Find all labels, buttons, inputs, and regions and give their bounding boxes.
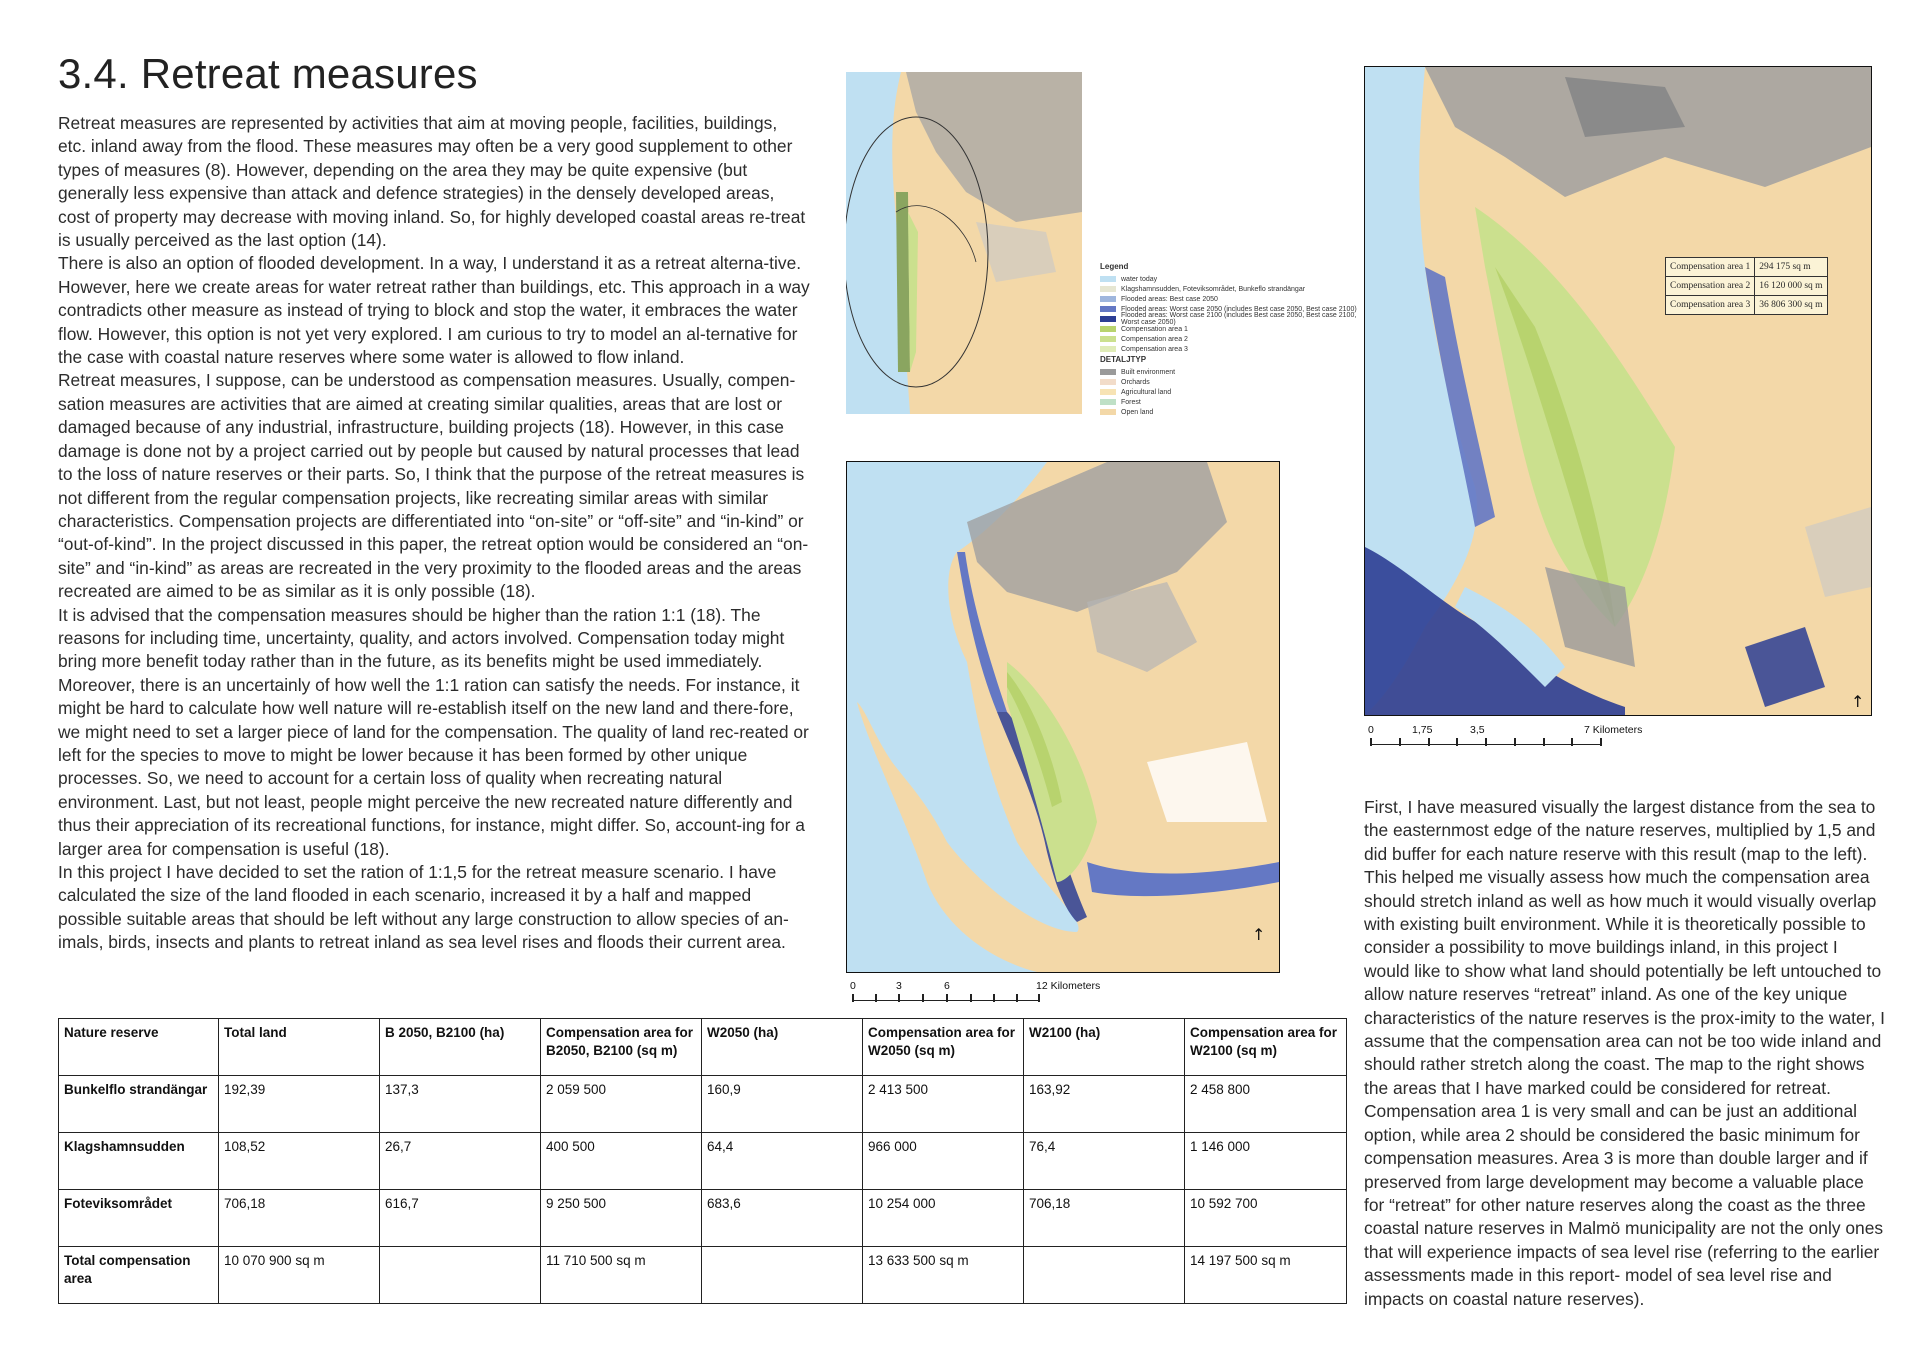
table-row: Compensation area 3 36 806 300 sq m bbox=[1666, 296, 1828, 315]
scale-label: 6 bbox=[944, 980, 950, 992]
table-cell: 10 254 000 bbox=[863, 1190, 1024, 1247]
svg-text:↑: ↑ bbox=[1851, 692, 1865, 711]
table-cell: 1 146 000 bbox=[1185, 1133, 1347, 1190]
legend-item: Flooded areas: Worst case 2100 (includes Best case 2050, Best case 2100, Worst case 2050) bbox=[1100, 314, 1360, 324]
map-legend bbox=[1100, 262, 1360, 417]
body-text-right: First, I have measured visually the largest distance from the sea to the easternmost edge of the nature reserves, multiplied by 1,5 and did buffer for each nature reserve with this result (map to the left). This helped me visually assess how much the compensation area should stretch inland as well as how much it would visually overlap with existing built environment. While it is theoretically possible to consider a possibility to move buildings inland, in this project I would like to show what land should potentially be left untouched to allow nature reserves “retreat” inland. As one of the key unique characteristics of the nature reserves is the prox-imity to the water, I assume that the compensation area can not be too wide inland and should rather stretch along the coast. The map to the right shows the areas that I have marked could be considered for retreat. Compensation area 1 is very small and can be just an additional option, while area 2 should be considered the basic minimum for compensation measures. Area 3 is more than double larger and if preserved from large development may become a valuable place for “retreat” for other nature reserves along the coast as the three coastal nature reserves in Malmö municipality are not the only ones that will experience impacts of sea level rise (referring to the earlier assessments made in this report- model of sea level rise and impacts on coastal nature reserves). bbox=[1364, 797, 1885, 1309]
table-row bbox=[59, 1247, 1347, 1304]
table-cell bbox=[702, 1247, 863, 1304]
table-cell: 108,52 bbox=[219, 1133, 380, 1190]
paragraph: There is also an option of flooded development. In a way, I understand it as a retreat alterna-tive. However, here we create areas for water retreat rather than buildings, etc. This approach in a way contradicts other measure as instead of trying to block and stop the water, it embraces the water flow. However, this option is not yet very explored. I am curious to try to model an al-ternative for the case with coastal nature reserves where some water is allowed to flow inland. bbox=[58, 253, 810, 368]
table-cell: 400 500 bbox=[541, 1133, 702, 1190]
table-row: Compensation area 2 16 120 000 sq m bbox=[1666, 277, 1828, 296]
column-header: Compensation area for B2050, B2100 (sq m) bbox=[541, 1019, 702, 1076]
table-cell: 13 633 500 sq m bbox=[863, 1247, 1024, 1304]
table-cell: Total compensation area bbox=[59, 1247, 219, 1304]
legend-item: Orchards bbox=[1100, 377, 1360, 387]
scale-label: 3,5 bbox=[1470, 724, 1485, 736]
paragraph: Retreat measures are represented by activities that aim at moving people, facilities, buildings, etc. inland away from the flood. These measures may often be a very good supplement to other types of measures (8). However, depending on the area they may be quite expensive (but generally less expensive than attack and defence strategies) in the densely developed areas, cost of property may decrease with moving inland. So, for highly developed coastal areas re-treat is usually perceived as the last option (14). bbox=[58, 113, 806, 251]
legend-item: Flooded areas: Best case 2050 bbox=[1100, 294, 1360, 304]
paragraph: In this project I have decided to set the ration of 1:1,5 for the retreat measure scenario. I have calculated the size of the land flooded in each scenario, increased it by a half and mapped possible suitable areas that should be left without any large construction to allow species of an-imals, birds, insects and plants to retreat inland as sea level rises and floods their current area. bbox=[58, 862, 789, 953]
column-header: Compensation area for W2100 (sq m) bbox=[1185, 1019, 1347, 1076]
legend-item: Agricultural land bbox=[1100, 387, 1360, 397]
scale-bar-middle bbox=[850, 980, 1110, 1006]
table-header-row bbox=[59, 1019, 1347, 1076]
table-cell: 2 413 500 bbox=[863, 1076, 1024, 1133]
table-row: Compensation area 1 294 175 sq m bbox=[1666, 258, 1828, 277]
table-cell: Foteviksområdet bbox=[59, 1190, 219, 1247]
table-cell: 64,4 bbox=[702, 1133, 863, 1190]
scale-label: 7 Kilometers bbox=[1584, 724, 1643, 736]
legend-item: Compensation area 2 bbox=[1100, 334, 1360, 344]
table-cell: 706,18 bbox=[1024, 1190, 1185, 1247]
compensation-areas-table bbox=[1665, 257, 1828, 315]
table-cell: 192,39 bbox=[219, 1076, 380, 1133]
column-header: W2050 (ha) bbox=[702, 1019, 863, 1076]
table-cell: 9 250 500 bbox=[541, 1190, 702, 1247]
legend-item: Built environment bbox=[1100, 367, 1360, 377]
table-cell: 2 458 800 bbox=[1185, 1076, 1347, 1133]
overview-map-image bbox=[846, 72, 1082, 414]
large-map-image bbox=[1365, 67, 1871, 715]
table-cell: 163,92 bbox=[1024, 1076, 1185, 1133]
scale-label: 12 Kilometers bbox=[1036, 980, 1101, 992]
scale-label: 1,75 bbox=[1412, 724, 1433, 736]
column-header: Nature reserve bbox=[59, 1019, 219, 1076]
paragraph: Retreat measures, I suppose, can be understood as compensation measures. Usually, compen-sation measures are activities that are aimed at creating similar qualities, areas that are lost or damaged because of any industrial, infrastructure, building projects (18). However, in this case damage is done not by a project carried out by people but caused by natural processes that lead to the loss of nature reserves or their parts. So, I think that the purpose of the retreat measures is not different from the regular compensation projects, like recreating similar areas with similar characteristics. Compensation projects are differentiated into “on-site” or “off-site” and “in-kind” or “out-of-kind”. In the project discussed in this paper, the retreat option would be considered an “on-site” and “in-kind” as areas are recreated in the very proximity to the flooded areas and the areas recreated are aimed to be as similar as it is only possible (18). bbox=[58, 370, 809, 602]
column-header: Total land bbox=[219, 1019, 380, 1076]
legend-title: Legend bbox=[1100, 262, 1129, 271]
legend-item: Forest bbox=[1100, 397, 1360, 407]
column-header: B 2050, B2100 (ha) bbox=[380, 1019, 541, 1076]
compensation-data-table bbox=[58, 1018, 1347, 1304]
page-title: 3.4. Retreat measures bbox=[58, 50, 478, 97]
legend-item: Klagshamnsudden, Foteviksområdet, Bunkeflo strandängar bbox=[1100, 284, 1360, 294]
table-cell bbox=[380, 1247, 541, 1304]
middle-map-image bbox=[847, 462, 1279, 972]
table-row bbox=[59, 1190, 1347, 1247]
legend-item: water today bbox=[1100, 274, 1360, 284]
table-cell: 10 592 700 bbox=[1185, 1190, 1347, 1247]
table-cell: 26,7 bbox=[380, 1133, 541, 1190]
legend-item: Open land bbox=[1100, 407, 1360, 417]
table-cell: 2 059 500 bbox=[541, 1076, 702, 1133]
scale-bar-large bbox=[1366, 724, 1666, 750]
scale-label: 3 bbox=[896, 980, 902, 992]
scale-label: 0 bbox=[1368, 724, 1374, 736]
table-cell: 137,3 bbox=[380, 1076, 541, 1133]
table-cell bbox=[1024, 1247, 1185, 1304]
body-text-left bbox=[58, 112, 810, 955]
table-cell: 706,18 bbox=[219, 1190, 380, 1247]
middle-map bbox=[846, 461, 1280, 973]
legend-item: Flooded areas: Worst case 2050 (includes Best case 2050, Best case 2100) bbox=[1100, 304, 1360, 314]
table-cell: 616,7 bbox=[380, 1190, 541, 1247]
large-map bbox=[1364, 66, 1872, 716]
table-row bbox=[59, 1133, 1347, 1190]
table-cell: 966 000 bbox=[863, 1133, 1024, 1190]
overview-map bbox=[846, 72, 1082, 414]
table-cell: 160,9 bbox=[702, 1076, 863, 1133]
table-cell: Bunkelflo strandängar bbox=[59, 1076, 219, 1133]
legend-subtitle: DETALJTYP bbox=[1100, 355, 1147, 364]
column-header: W2100 (ha) bbox=[1024, 1019, 1185, 1076]
scale-label: 0 bbox=[850, 980, 856, 992]
legend-item: Compensation area 1 bbox=[1100, 324, 1360, 334]
table-cell: 11 710 500 sq m bbox=[541, 1247, 702, 1304]
column-header: Compensation area for W2050 (sq m) bbox=[863, 1019, 1024, 1076]
table-cell: 76,4 bbox=[1024, 1133, 1185, 1190]
table-cell: 10 070 900 sq m bbox=[219, 1247, 380, 1304]
table-cell: Klagshamnsudden bbox=[59, 1133, 219, 1190]
svg-text:↑: ↑ bbox=[1252, 925, 1266, 944]
paragraph: It is advised that the compensation measures should be higher than the ration 1:1 (18). The reasons for including time, uncertainty, quality, and actors involved. Compensation today might bring more benefit today rather than in the future, as its benefits might be used immediately. Moreover, there is an uncertainly of how well the 1:1 ration can satisfy the needs. For instance, it might be hard to calculate how well nature will re-establish itself on the new land and there-fore, we might need to set a larger piece of land for the compensation. The quality of land rec-reated or left for the species to move to might be lower because it has been formed by other unique processes. So, we need to account for a certain loss of quality when recreating natural environment. Last, but not least, people might perceive the new recreated nature differently and thus their appreciation of its recreational functions, for instance, might differ. So, account-ing for a larger area for compensation is useful (18). bbox=[58, 604, 809, 859]
table-cell: 683,6 bbox=[702, 1190, 863, 1247]
legend-item: Compensation area 3 bbox=[1100, 344, 1360, 354]
table-cell: 14 197 500 sq m bbox=[1185, 1247, 1347, 1304]
table-row bbox=[59, 1076, 1347, 1133]
